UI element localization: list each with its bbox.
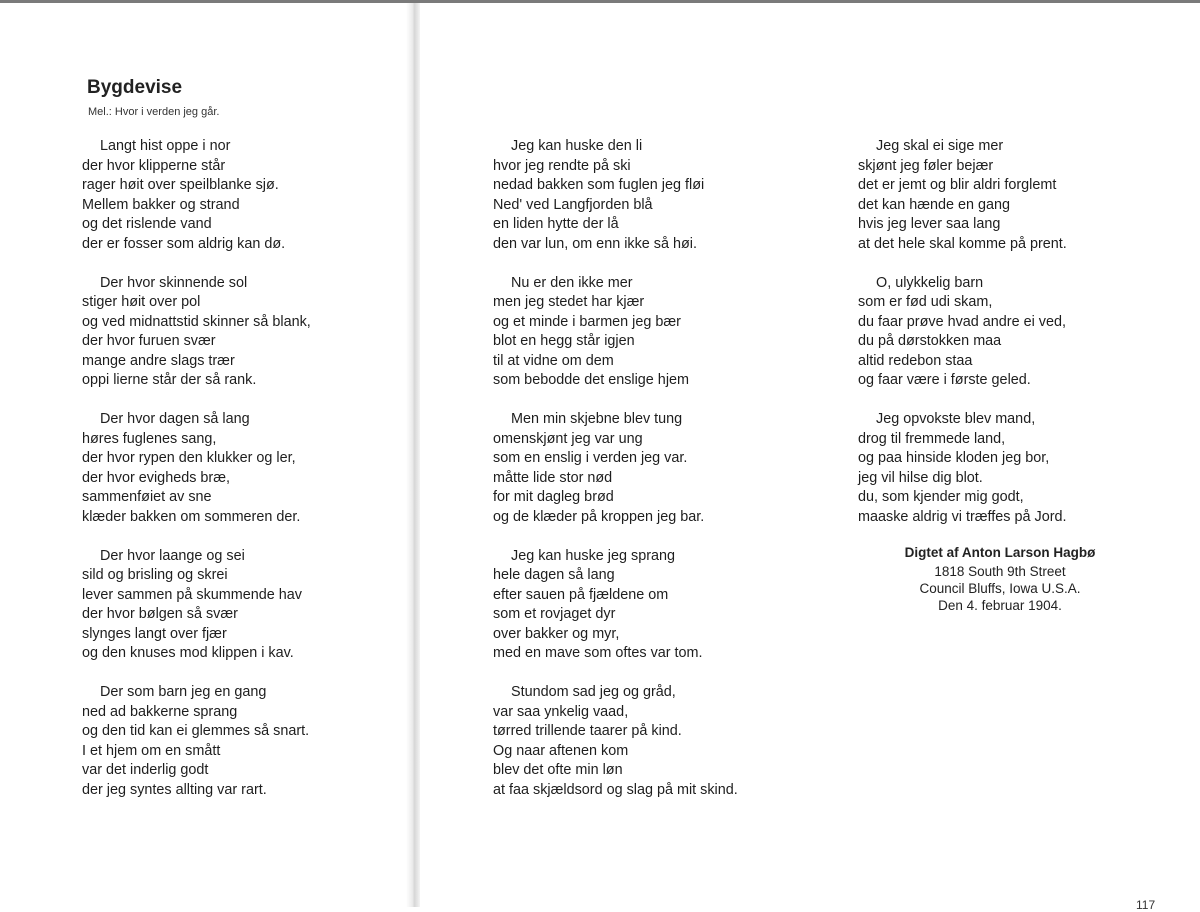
poem-line: hvor jeg rendte på ski (493, 157, 631, 174)
poem-line: hvis jeg lever saa lang (858, 216, 1001, 232)
poem-line: og det rislende vand (82, 216, 212, 232)
stanza (82, 547, 402, 664)
poem-line: Nu er den ikke mer (511, 274, 633, 291)
poem-line: lever sammen på skummende hav (82, 586, 302, 603)
poem-line: der hvor klipperne står (82, 157, 226, 174)
poem-line: Jeg kan huske den li (511, 138, 643, 154)
poem-line: den var lun, om enn ikke så høi. (493, 235, 697, 252)
poem-line: hele dagen så lang (493, 567, 615, 583)
poem-line: jeg vil hilse dig blot. (858, 469, 983, 486)
poem-line: måtte lide stor nød (493, 469, 613, 486)
poem-line: altid redebon staa (858, 352, 973, 369)
poem-line: Og naar aftenen kom (493, 742, 629, 759)
signature-date: Den 4. februar 1904. (938, 598, 1062, 613)
stanza (493, 274, 813, 391)
poem-line: rager høit over speilblanke sjø. (82, 177, 279, 193)
poem-title: Bygdevise (87, 77, 183, 98)
poem-line: Mellem bakker og strand (82, 196, 240, 213)
poem-line: der jeg syntes allting var rart. (82, 781, 267, 798)
poem-line: og den knuses mod klippen i kav. (82, 645, 294, 661)
poem-column-1 (82, 137, 402, 820)
poem-line: mange andre slags trær (82, 352, 235, 369)
poem-line: som en enslig i verden jeg var. (493, 450, 688, 466)
poem-line: nedad bakken som fuglen jeg fløi (493, 177, 705, 193)
poem-line: du, som kjender mig godt, (858, 489, 1024, 505)
poem-line: der hvor furuen svær (82, 333, 216, 349)
poem-line: at det hele skal komme på prent. (858, 235, 1067, 252)
poem-line: Ned' ved Langfjorden blå (493, 196, 653, 213)
poem-line: sild og brisling og skrei (82, 567, 228, 583)
poem-line: det kan hænde en gang (858, 196, 1011, 213)
poem-line: en liden hytte der lå (493, 216, 619, 232)
poem-line: der er fosser som aldrig kan dø. (82, 235, 286, 252)
poem-line: men jeg stedet har kjær (493, 294, 645, 310)
stanza (858, 274, 1158, 391)
poem-line: omenskjønt jeg var ung (493, 430, 643, 447)
stanza (82, 274, 402, 391)
poem-line: Jeg skal ei sige mer (876, 138, 1004, 154)
poem-line: maaske aldrig vi træffes på Jord. (858, 508, 1067, 525)
poem-line: efter sauen på fjældene om (493, 586, 669, 603)
stanza (82, 137, 402, 254)
stanza (858, 410, 1158, 527)
poem-line: var det inderlig godt (82, 762, 209, 778)
poem-line: Jeg kan huske jeg sprang (511, 547, 676, 564)
poem-line: med en mave som oftes var tom. (493, 645, 703, 661)
poem-line: til at vidne om dem (493, 352, 614, 369)
poem-line: tørred trillende taarer på kind. (493, 723, 682, 739)
poem-line: oppi lierne står der så rank. (82, 372, 257, 388)
poem-line: ned ad bakkerne sprang (82, 703, 238, 720)
melody-note: Mel.: Hvor i verden jeg går. (88, 106, 220, 118)
stanza (493, 410, 813, 527)
stanza (493, 683, 813, 800)
poem-line: og paa hinside kloden jeg bor, (858, 450, 1050, 466)
poem-line: slynges langt over fjær (82, 625, 227, 642)
poem-line: som bebodde det enslige hjem (493, 372, 690, 388)
book-gutter (406, 3, 420, 907)
poem-line: for mit dagleg brød (493, 489, 614, 505)
page-number: 117 (1136, 898, 1156, 912)
poem-line: og faar være i første geled. (858, 372, 1031, 388)
poem-line: som et rovjaget dyr (493, 606, 616, 622)
poem-line: Der hvor laange og sei (100, 547, 245, 564)
stanza (493, 137, 813, 254)
poem-line: Der hvor dagen så lang (100, 411, 250, 427)
poem-line: og et minde i barmen jeg bær (493, 313, 681, 330)
poem-line: der hvor bølgen så svær (82, 606, 238, 622)
poem-line: du faar prøve hvad andre ei ved, (858, 313, 1066, 330)
poem-line: og de klæder på kroppen jeg bar. (493, 508, 705, 525)
poem-line: Der hvor skinnende sol (100, 274, 248, 291)
poem-line: I et hjem om en smått (82, 742, 221, 759)
signature-author: Digtet af Anton Larson Hagbø (904, 545, 1096, 560)
poem-column-2 (493, 137, 813, 820)
poem-line: O, ulykkelig barn (876, 274, 984, 291)
poem-line: du på dørstokken maa (858, 333, 1002, 349)
poem-line: som er fød udi skam, (858, 294, 993, 310)
poem-line: og den tid kan ei glemmes så snart. (82, 723, 310, 739)
poem-line: at faa skjældsord og slag på mit skind. (493, 781, 738, 798)
poem-line: klæder bakken om sommeren der. (82, 508, 301, 525)
stanza (493, 547, 813, 664)
signature-address-street: 1818 South 9th Street (934, 564, 1066, 579)
poem-line: og ved midnattstid skinner så blank, (82, 313, 311, 330)
poem-line: der hvor rypen den klukker og ler, (82, 450, 296, 466)
signature-address-city: Council Bluffs, Iowa U.S.A. (919, 581, 1081, 596)
poem-line: blev det ofte min løn (493, 762, 623, 778)
stanza (82, 410, 402, 527)
signature-block (880, 543, 1120, 614)
poem-line: der hvor evigheds bræ, (82, 469, 230, 486)
poem-line: over bakker og myr, (493, 625, 620, 642)
poem-line: det er jemt og blir aldri forglemt (858, 177, 1057, 193)
poem-line: drog til fremmede land, (858, 430, 1006, 447)
poem-line: sammenføiet av sne (82, 489, 212, 505)
poem-line: Stundom sad jeg og gråd, (511, 684, 676, 700)
poem-column-3 (858, 137, 1158, 547)
stanza (858, 137, 1158, 254)
poem-line: Langt hist oppe i nor (100, 138, 231, 154)
poem-line: høres fuglenes sang, (82, 430, 217, 447)
poem-line: blot en hegg står igjen (493, 333, 635, 349)
stanza (82, 683, 402, 800)
poem-line: var saa ynkelig vaad, (493, 703, 629, 720)
poem-line: stiger høit over pol (82, 294, 201, 310)
poem-line: Jeg opvokste blev mand, (876, 411, 1036, 427)
poem-line: Men min skjebne blev tung (511, 411, 683, 427)
poem-line: skjønt jeg føler bejær (858, 157, 994, 174)
poem-line: Der som barn jeg en gang (100, 684, 267, 700)
